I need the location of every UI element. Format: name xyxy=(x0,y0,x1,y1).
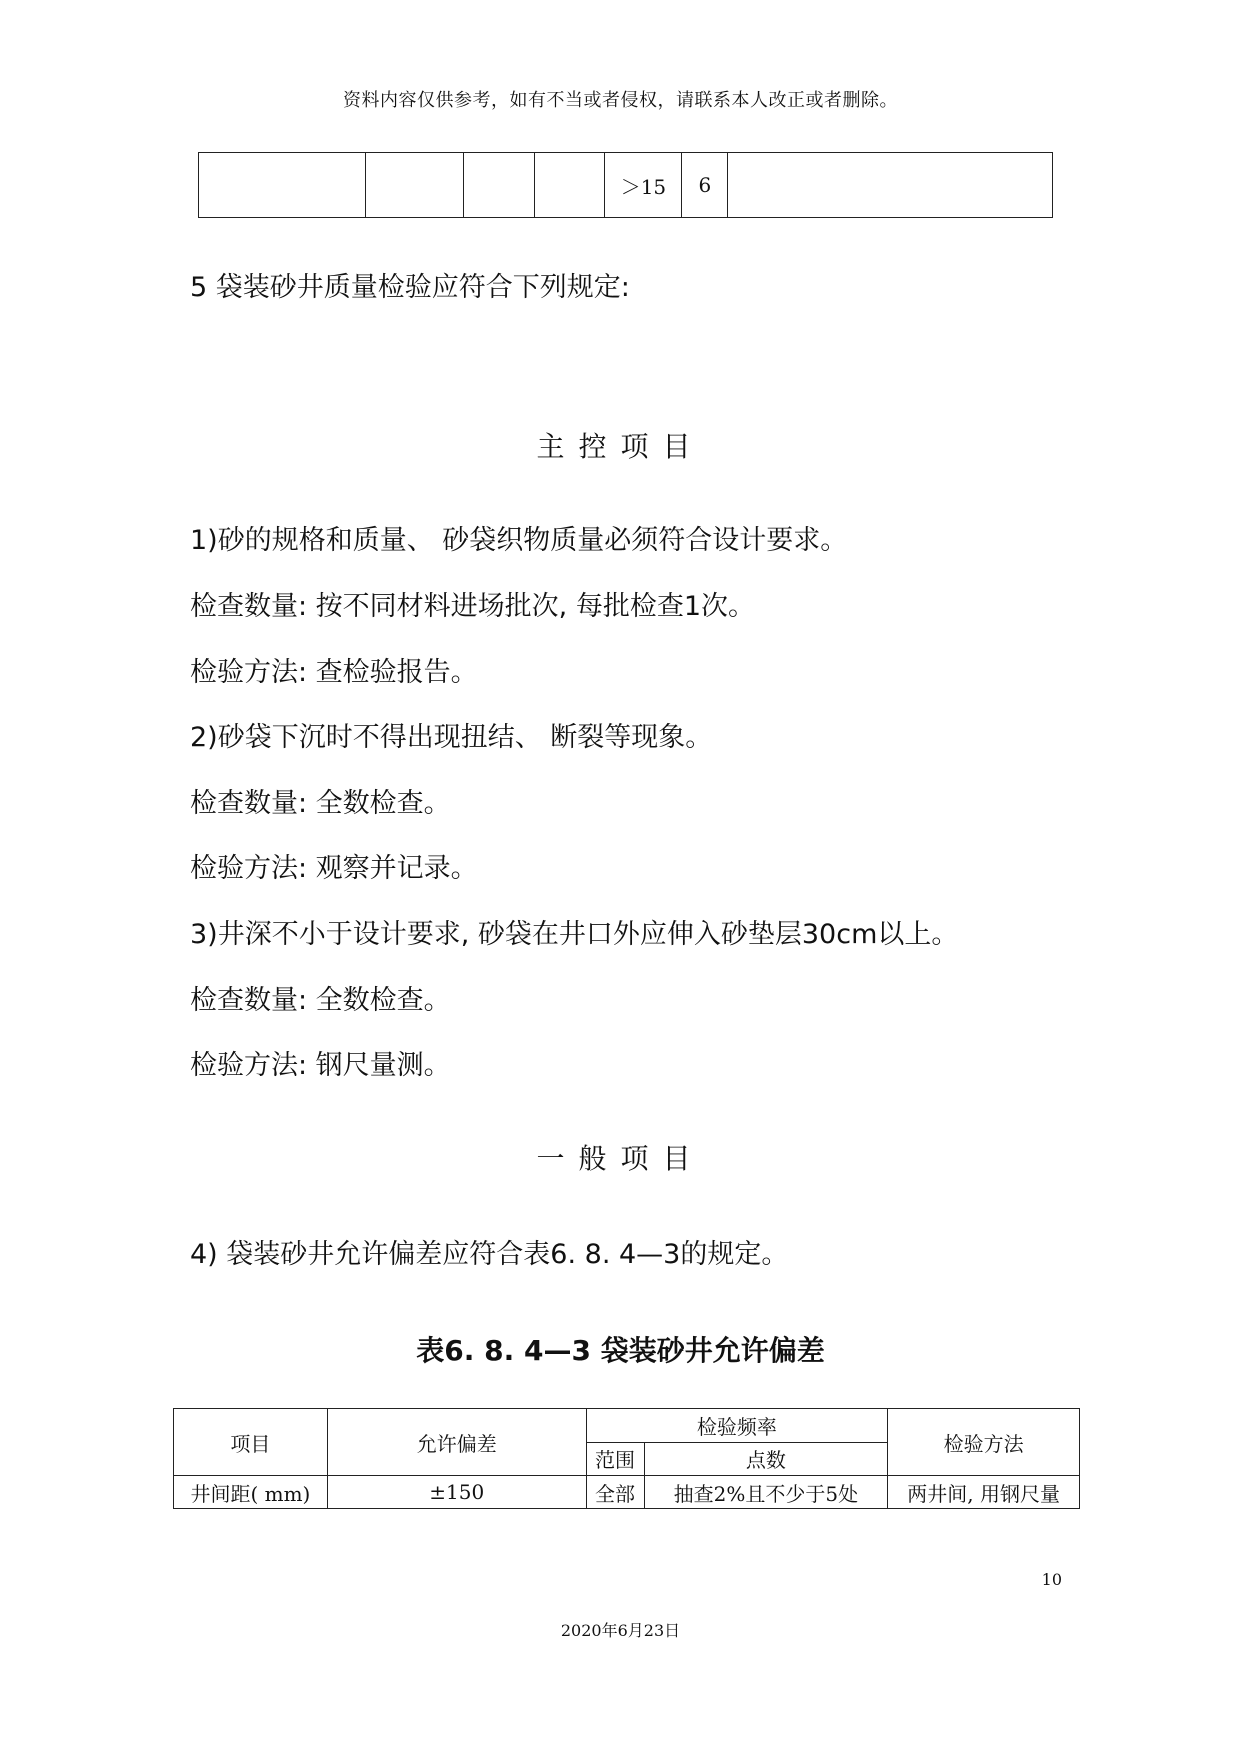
header-tolerance: 允许偏差 xyxy=(327,1409,586,1476)
table-cell xyxy=(463,153,534,218)
cell-range: 全部 xyxy=(586,1476,644,1509)
table-cell xyxy=(365,153,463,218)
table-cell xyxy=(728,153,1053,218)
header-note: 资料内容仅供参考，如有不当或者侵权，请联系本人改正或者删除。 xyxy=(343,90,898,111)
footer-date: 2020年6月23日 xyxy=(560,1621,681,1640)
cell-method: 两井间, 用钢尺量 xyxy=(888,1476,1080,1509)
main-item-line: 检验方法: 查检验报告。 xyxy=(190,657,478,688)
main-item-line: 检查数量: 全数检查。 xyxy=(190,985,451,1016)
header-method: 检验方法 xyxy=(888,1409,1080,1476)
main-item-line: 检验方法: 钢尺量测。 xyxy=(190,1050,451,1081)
table-cell: ＞15 xyxy=(605,153,682,218)
header-points: 点数 xyxy=(644,1442,888,1476)
table-title: 表6. 8. 4—3 袋装砂井允许偏差 xyxy=(416,1334,825,1367)
table-row xyxy=(174,1476,1080,1509)
main-item-line: 3)井深不小于设计要求, 砂袋在井口外应伸入砂垫层30cm以上。 xyxy=(190,919,959,950)
page-number: 10 xyxy=(1041,1570,1062,1589)
main-item-line: 检查数量: 全数检查。 xyxy=(190,788,451,819)
deviation-table xyxy=(173,1408,1080,1509)
cell-tolerance: ±150 xyxy=(327,1476,586,1509)
table-header-row xyxy=(174,1409,1080,1443)
table-row xyxy=(199,153,1053,218)
main-item-line: 1)砂的规格和质量、 砂袋织物质量必须符合设计要求。 xyxy=(190,525,848,556)
main-item-line: 2)砂袋下沉时不得出现扭结、 断裂等现象。 xyxy=(190,722,713,753)
main-item-line: 检查数量: 按不同材料进场批次, 每批检查1次。 xyxy=(190,591,756,622)
header-item: 项目 xyxy=(174,1409,328,1476)
main-items-heading: 主控项目 xyxy=(536,430,705,463)
header-frequency: 检验频率 xyxy=(586,1409,888,1443)
continued-table xyxy=(198,152,1053,218)
cell-item: 井间距( mm) xyxy=(174,1476,328,1509)
main-item-line: 检验方法: 观察并记录。 xyxy=(190,853,478,884)
table-cell xyxy=(534,153,605,218)
general-item-line: 4) 袋装砂井允许偏差应符合表6. 8. 4—3的规定。 xyxy=(190,1239,789,1270)
cell-points: 抽查2%且不少于5处 xyxy=(644,1476,888,1509)
header-range: 范围 xyxy=(586,1442,644,1476)
table-cell xyxy=(199,153,366,218)
intro-line: 5 袋装砂井质量检验应符合下列规定: xyxy=(190,272,630,303)
table-cell: 6 xyxy=(682,153,728,218)
general-items-heading: 一般项目 xyxy=(536,1142,705,1175)
